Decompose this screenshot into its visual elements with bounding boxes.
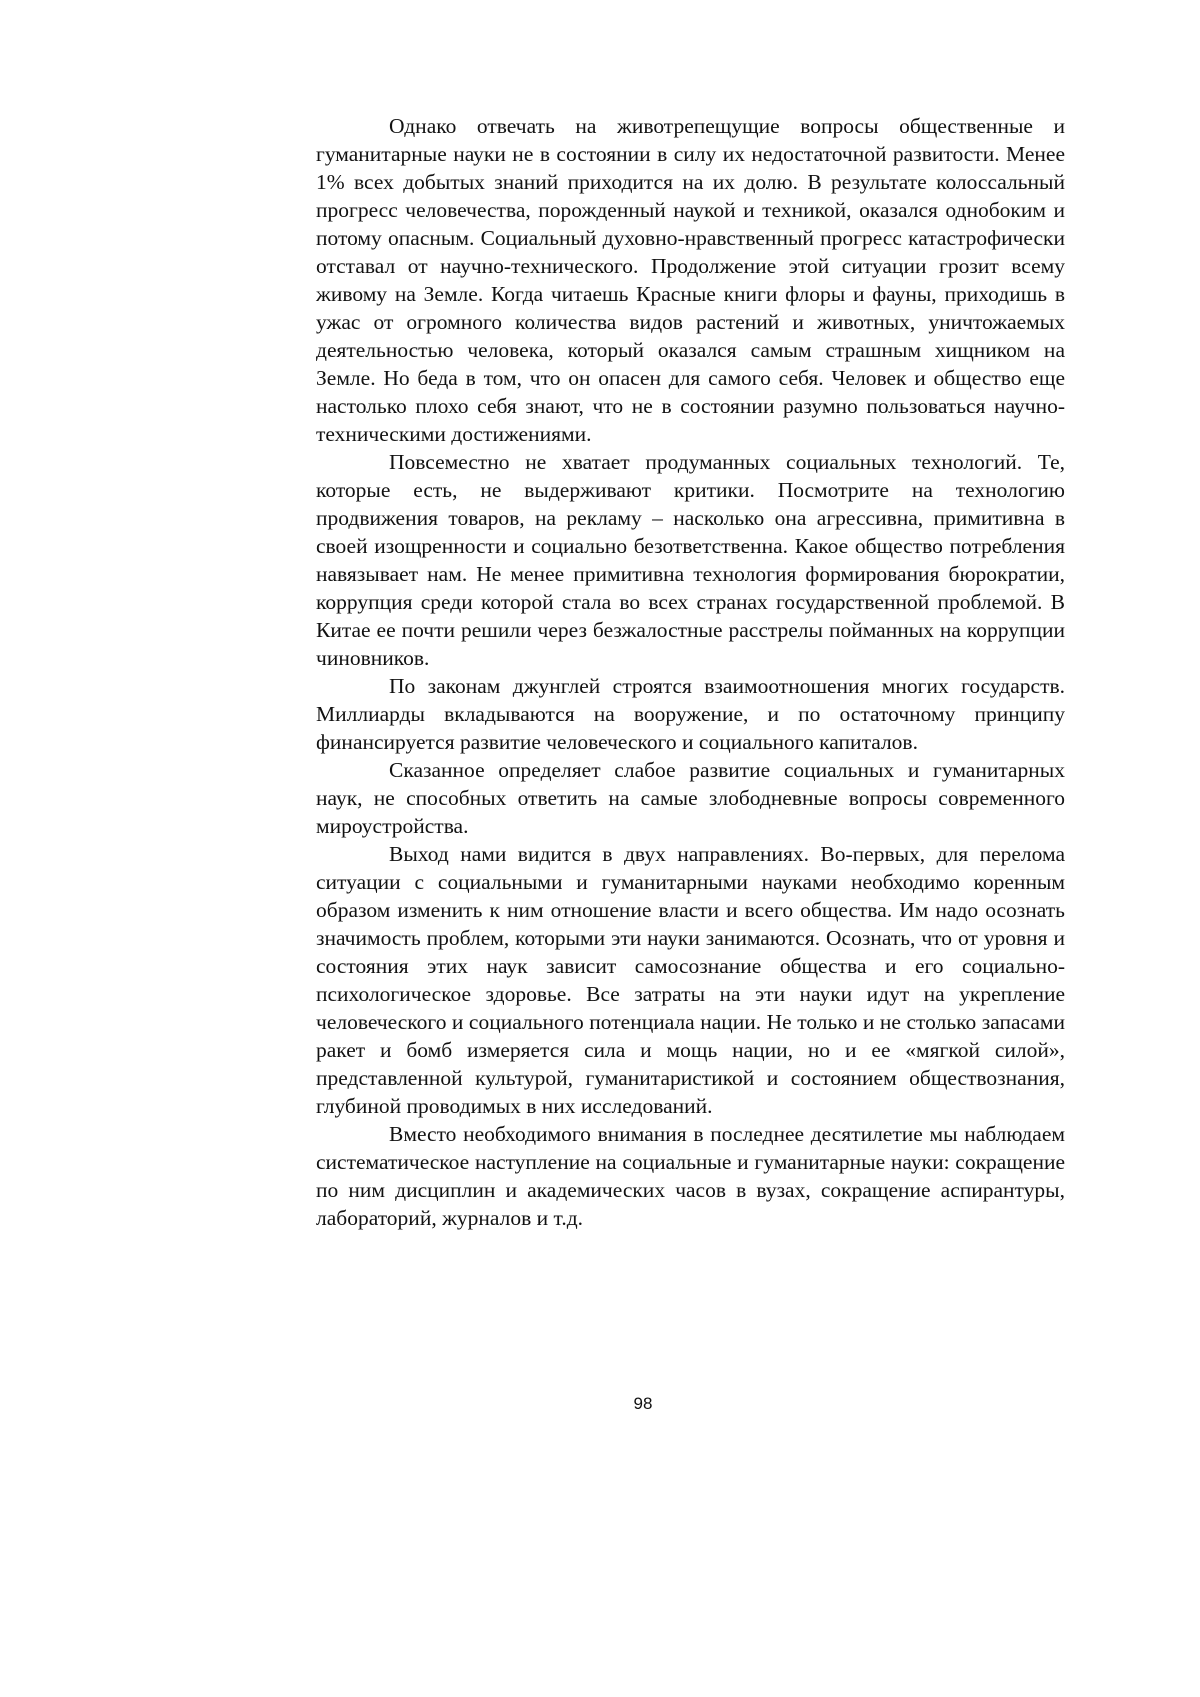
paragraph-1: Однако отвечать на животрепещущие вопросы общественные и гуманитарные науки не в состоянии в силу их недостаточной развитости. Менее 1% всех добытых знаний приходится на их долю. В результате колоссальный прогресс человечества, порожденный наукой и техникой, оказался однобоким и потому опасным. Социальный духовно-нравственный прогресс катастрофически отставал от научно-технического. Продолжение этой ситуации грозит всему живому на Земле. Когда читаешь Красные книги флоры и фауны, приходишь в ужас от огромного количества видов растений и животных, уничтожаемых деятельностью человека, который оказался самым страшным хищником на Земле. Но беда в том, что он опасен для самого себя. Человек и общество еще настолько плохо себя знают, что не в состоянии разумно пользоваться научно-техническими достижениями. (316, 112, 1065, 448)
body-text (316, 112, 1065, 1232)
document-page (0, 0, 1200, 1697)
paragraph-5: Выход нами видится в двух направлениях. Во-первых, для перелома ситуации с социальными и гуманитарными науками необходимо коренным образом изменить к ним отношение власти и всего общества. Им надо осознать значимость проблем, которыми эти науки занимаются. Осознать, что от уровня и состояния этих наук зависит самосознание общества и его социально-психологическое здоровье. Все затраты на эти науки идут на укрепление человеческого и социального потенциала нации. Не только и не столько запасами ракет и бомб измеряется сила и мощь нации, но и ее «мягкой силой», представленной культурой, гуманитаристикой и состоянием обществознания, глубиной проводимых в них исследований. (316, 840, 1065, 1120)
paragraph-6: Вместо необходимого внимания в последнее десятилетие мы наблюдаем систематическое наступление на социальные и гуманитарные науки: сокращение по ним дисциплин и академических часов в вузах, сокращение аспирантуры, лабораторий, журналов и т.д. (316, 1120, 1065, 1232)
page-number: 98 (0, 1393, 1200, 1415)
paragraph-3: По законам джунглей строятся взаимоотношения многих государств. Миллиарды вкладываются на вооружение, и по остаточному принципу финансируется развитие человеческого и социального капиталов. (316, 672, 1065, 756)
paragraph-4: Сказанное определяет слабое развитие социальных и гуманитарных наук, не способных ответить на самые злободневные вопросы современного мироустройства. (316, 756, 1065, 840)
paragraph-2: Повсеместно не хватает продуманных социальных технологий. Те, которые есть, не выдерживают критики. Посмотрите на технологию продвижения товаров, на рекламу – насколько она агрессивна, примитивна в своей изощренности и социально безответственна. Какое общество потребления навязывает нам. Не менее примитивна технология формирования бюрократии, коррупция среди которой стала во всех странах государственной проблемой. В Китае ее почти решили через безжалостные расстрелы пойманных на коррупции чиновников. (316, 448, 1065, 672)
